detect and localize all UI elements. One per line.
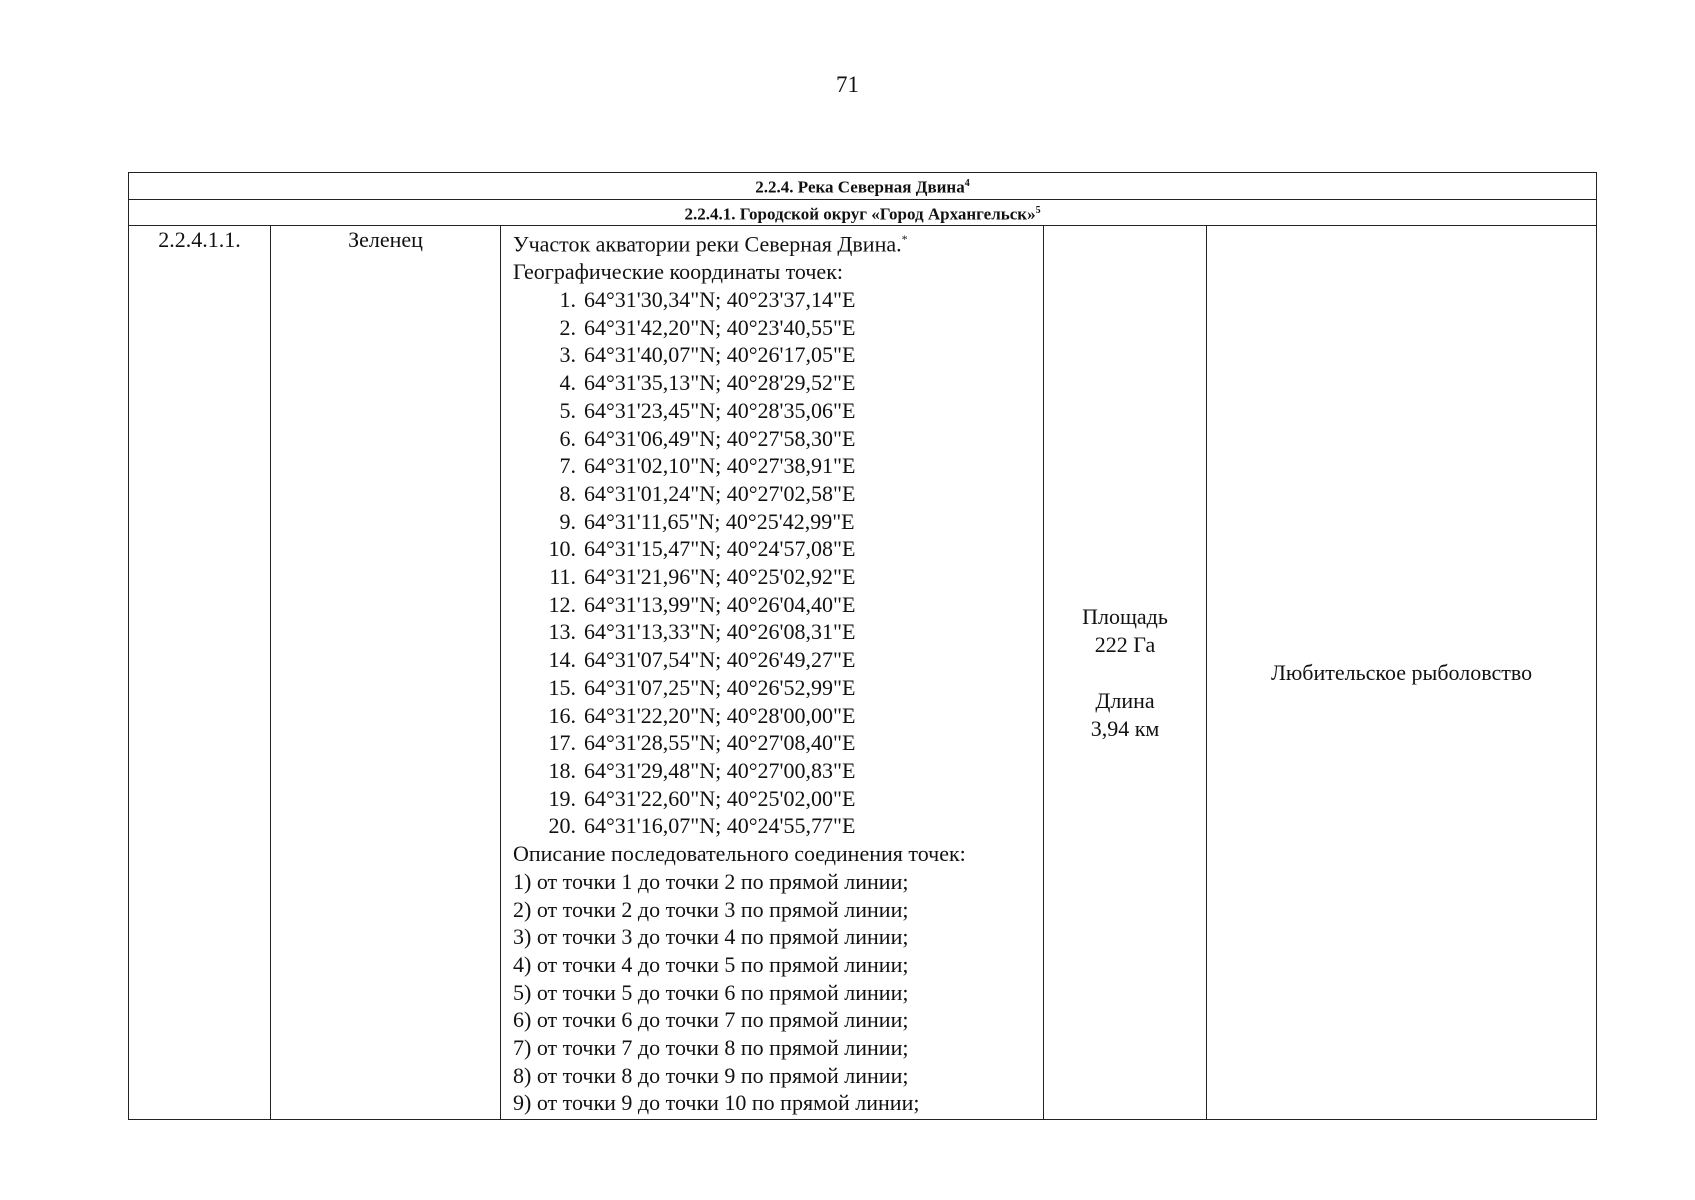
coord-value: 64°31'22,20"N; 40°28'00,00"E — [584, 702, 856, 728]
row-description — [501, 226, 1044, 1120]
description-title: Участок акватории реки Северная Двина. — [513, 231, 902, 257]
coord-value: 64°31'15,47"N; 40°24'57,08"E — [584, 536, 856, 562]
coord-value: 64°31'13,99"N; 40°26'04,40"E — [584, 591, 856, 617]
coord-item — [513, 757, 1043, 785]
section-footnote: 4 — [964, 178, 970, 189]
connection-item: 2) от точки 2 до точки 3 по прямой линии; — [513, 896, 909, 922]
coord-number: 13. — [548, 619, 576, 645]
coord-value: 64°31'30,34"N; 40°23'37,14"E — [584, 287, 856, 313]
table-row — [129, 226, 1597, 1120]
coord-value: 64°31'42,20"N; 40°23'40,55"E — [584, 314, 856, 340]
connection-item: 5) от точки 5 до точки 6 по прямой линии; — [513, 979, 909, 1005]
section-header — [129, 173, 1597, 200]
page-number: 71 — [836, 72, 859, 97]
coord-number: 14. — [548, 647, 576, 673]
coord-value: 64°31'23,45"N; 40°28'35,06"E — [584, 397, 856, 423]
coord-number: 9. — [559, 508, 576, 534]
coord-item — [513, 535, 1043, 563]
coord-item — [513, 341, 1043, 369]
coord-value: 64°31'22,60"N; 40°25'02,00"E — [584, 785, 856, 811]
coord-value: 64°31'07,54"N; 40°26'49,27"E — [584, 647, 856, 673]
coord-number: 1. — [559, 287, 576, 313]
coord-number: 5. — [559, 397, 576, 423]
coord-item — [513, 591, 1043, 619]
coord-item — [513, 785, 1043, 813]
coord-item — [513, 286, 1043, 314]
coord-number: 18. — [548, 758, 576, 783]
connections-list — [513, 868, 1043, 1117]
coord-value: 64°31'21,96"N; 40°25'02,92"E — [584, 564, 856, 590]
coord-number: 6. — [559, 425, 576, 451]
coord-number: 3. — [559, 342, 576, 368]
coord-value: 64°31'13,33"N; 40°26'08,31"E — [584, 619, 856, 645]
row-number: 2.2.4.1.1. — [129, 226, 271, 1120]
description-mark: * — [901, 232, 908, 247]
coord-value: 64°31'28,55"N; 40°27'08,40"E — [584, 730, 856, 756]
area-label: Площадь — [1082, 603, 1168, 629]
connection-item: 8) от точки 8 до точки 9 по прямой линии; — [513, 1062, 909, 1088]
row-size — [1044, 226, 1207, 1120]
fishing-areas-table — [128, 172, 1597, 1120]
coord-value: 64°31'29,48"N; 40°27'00,83"E — [584, 758, 856, 783]
coord-number: 17. — [548, 730, 576, 756]
coord-item — [513, 646, 1043, 674]
coord-value: 64°31'01,24"N; 40°27'02,58"E — [584, 480, 856, 506]
length-label: Длина — [1095, 687, 1155, 713]
coord-item — [513, 508, 1043, 536]
coords-heading: Географические координаты точек: — [513, 259, 843, 285]
connection-heading: Описание последовательного соединения точек: — [513, 841, 966, 867]
connection-item: 9) от точки 9 до точки 10 по прямой линии; — [513, 1090, 920, 1116]
coord-number: 16. — [548, 702, 576, 728]
coords-list — [513, 286, 1043, 840]
length-value: 3,94 км — [1090, 715, 1160, 741]
coord-item — [513, 812, 1043, 840]
coord-item — [513, 702, 1043, 730]
coord-item — [513, 369, 1043, 397]
coord-number: 15. — [548, 674, 576, 700]
coord-item — [513, 452, 1043, 480]
coord-value: 64°31'35,13"N; 40°28'29,52"E — [584, 370, 856, 396]
connection-item: 3) от точки 3 до точки 4 по прямой линии; — [513, 924, 909, 950]
coord-item — [513, 425, 1043, 453]
coord-value: 64°31'02,10"N; 40°27'38,91"E — [584, 453, 856, 479]
subsection-title: 2.2.4.1. Городской округ «Город Архангельск» — [684, 204, 1036, 224]
connection-item: 7) от точки 7 до точки 8 по прямой линии; — [513, 1035, 909, 1061]
row-name: Зеленец — [271, 226, 501, 1120]
connection-item: 1) от точки 1 до точки 2 по прямой линии; — [513, 868, 909, 894]
coord-value: 64°31'06,49"N; 40°27'58,30"E — [584, 425, 856, 451]
coord-number: 19. — [548, 785, 576, 811]
area-value: 222 Га — [1094, 631, 1156, 657]
coord-item — [513, 480, 1043, 508]
coord-value: 64°31'16,07"N; 40°24'55,77"E — [584, 813, 856, 839]
coord-number: 2. — [559, 314, 576, 340]
subsection-footnote: 5 — [1035, 204, 1041, 216]
coord-number: 20. — [548, 813, 576, 839]
coord-item — [513, 563, 1043, 591]
section-title: 2.2.4. Река Северная Двина — [755, 177, 965, 197]
coord-item — [513, 314, 1043, 342]
coord-number: 12. — [548, 591, 576, 617]
coord-item — [513, 397, 1043, 425]
coord-number: 10. — [548, 536, 576, 562]
coord-number: 4. — [559, 370, 576, 396]
subsection-header — [129, 199, 1597, 226]
coord-number: 8. — [559, 480, 576, 506]
row-usage: Любительское рыболовство — [1207, 226, 1597, 1120]
coord-number: 11. — [549, 564, 576, 590]
coord-item — [513, 729, 1043, 757]
coord-item — [513, 674, 1043, 702]
coord-value: 64°31'40,07"N; 40°26'17,05"E — [584, 342, 856, 368]
coord-item — [513, 618, 1043, 646]
coord-value: 64°31'11,65"N; 40°25'42,99"E — [584, 508, 855, 534]
coord-value: 64°31'07,25"N; 40°26'52,99"E — [584, 674, 856, 700]
coord-number: 7. — [559, 453, 576, 479]
connection-item: 6) от точки 6 до точки 7 по прямой линии; — [513, 1007, 909, 1033]
connection-item: 4) от точки 4 до точки 5 по прямой линии; — [513, 951, 909, 977]
